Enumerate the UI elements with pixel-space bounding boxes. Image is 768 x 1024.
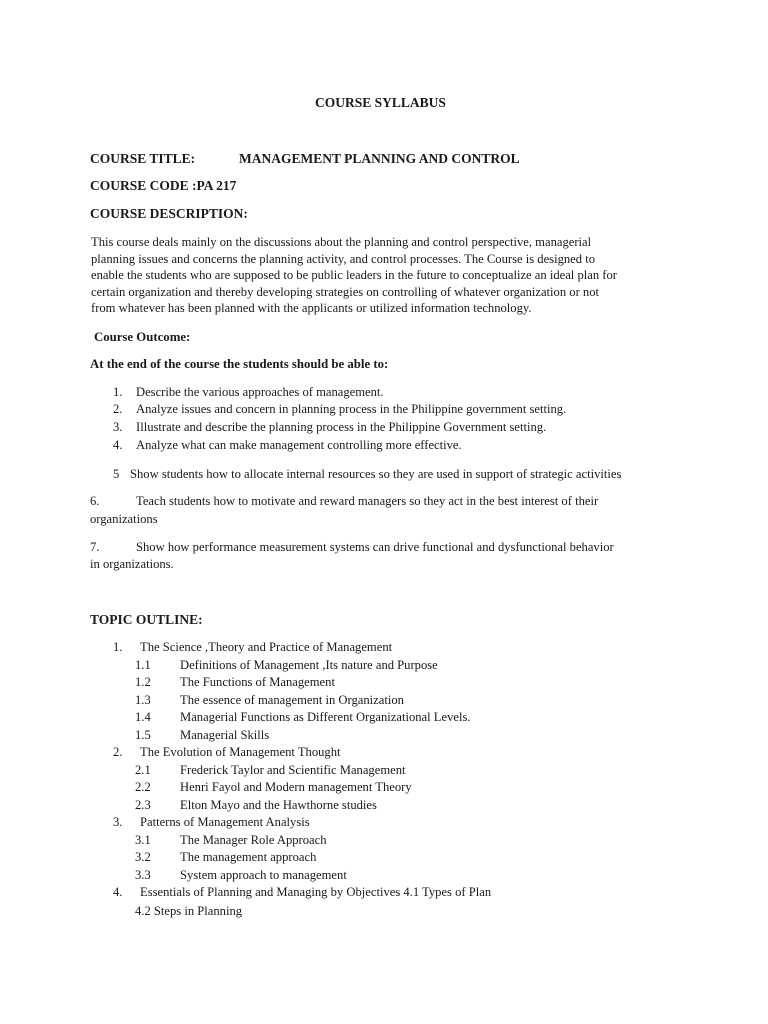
outcome-number: 3. [113,420,123,434]
subtopic-text: Frederick Taylor and Scientific Management [180,763,406,777]
subtopic-text: The Functions of Management [180,675,335,689]
outcome-text-continued: organizations [90,512,158,526]
course-outcome-heading: Course Outcome: [94,330,191,344]
topic-text: The Evolution of Management Thought [140,745,341,759]
subtopic-number: 1.1 [135,658,151,672]
subtopic-text: The management approach [180,850,317,864]
subtopic-number: 2.1 [135,763,151,777]
outcome-intro: At the end of the course the students should be able to: [90,357,389,371]
outcome-number: 6. [90,494,100,508]
topic-number: 2. [113,745,123,759]
subtopic-number: 1.3 [135,693,151,707]
outcome-number: 4. [113,438,123,452]
description-line: enable the students who are supposed to be public leaders in the future to conceptualize an ideal plan for [91,268,617,282]
subtopic-text: Managerial Skills [180,728,270,742]
subtopic-text: 4.2 Steps in Planning [135,904,243,918]
outcome-number: 1. [113,385,123,399]
subtopic-number: 3.2 [135,850,151,864]
subtopic-text: Henri Fayol and Modern management Theory [180,780,412,794]
subtopic-number: 3.1 [135,833,151,847]
description-line: certain organization and thereby developing strategies on controlling of whatever organization or not [91,285,600,299]
subtopic-text: Definitions of Management ,Its nature and Purpose [180,658,438,672]
subtopic-text: System approach to management [180,868,347,882]
outcome-number: 7. [90,540,100,554]
description-line: planning issues and concerns the planning activity, and control processes. The Course is designed to [91,252,595,266]
topic-number: 4. [113,885,123,899]
subtopic-text: The Manager Role Approach [180,833,327,847]
outcome-number: 2. [113,402,123,416]
course-title-label: COURSE TITLE: [90,151,196,166]
topic-outline-heading: TOPIC OUTLINE: [90,612,203,627]
outcome-text: Analyze what can make management controlling more effective. [136,438,462,452]
subtopic-number: 1.4 [135,710,151,724]
outcome-text: Teach students how to motivate and reward managers so they act in the best interest of their [136,494,599,508]
course-title-value: MANAGEMENT PLANNING AND CONTROL [239,151,520,166]
subtopic-number: 2.3 [135,798,151,812]
topic-number: 1. [113,640,123,654]
course-code: COURSE CODE :PA 217 [90,178,237,193]
outcome-text: Describe the various approaches of management. [136,385,384,399]
outcome-text: Analyze issues and concern in planning process in the Philippine government setting. [136,402,567,416]
subtopic-text: The essence of management in Organization [180,693,404,707]
course-description-heading: COURSE DESCRIPTION: [90,206,248,221]
topic-text: Essentials of Planning and Managing by Objectives 4.1 Types of Plan [140,885,492,899]
outcome-text: Illustrate and describe the planning process in the Philippine Government setting. [136,420,547,434]
topic-number: 3. [113,815,123,829]
document-title: COURSE SYLLABUS [315,95,446,110]
subtopic-number: 1.2 [135,675,151,689]
topic-text: The Science ,Theory and Practice of Management [140,640,393,654]
subtopic-number: 3.3 [135,868,151,882]
topic-text: Patterns of Management Analysis [140,815,310,829]
outcome-text: Show students how to allocate internal resources so they are used in support of strategic activities [130,467,622,481]
outcome-number: 5 [113,467,120,481]
subtopic-text: Elton Mayo and the Hawthorne studies [180,798,377,812]
description-line: from whatever has been planned with the applicants or utilized information technology. [91,301,532,315]
outcome-text: Show how performance measurement systems can drive functional and dysfunctional behavior [136,540,614,554]
subtopic-number: 1.5 [135,728,151,742]
outcome-text-continued: in organizations. [90,557,174,571]
description-line: This course deals mainly on the discussions about the planning and control perspective, managerial [91,235,592,249]
subtopic-text: Managerial Functions as Different Organizational Levels. [180,710,471,724]
subtopic-number: 2.2 [135,780,151,794]
